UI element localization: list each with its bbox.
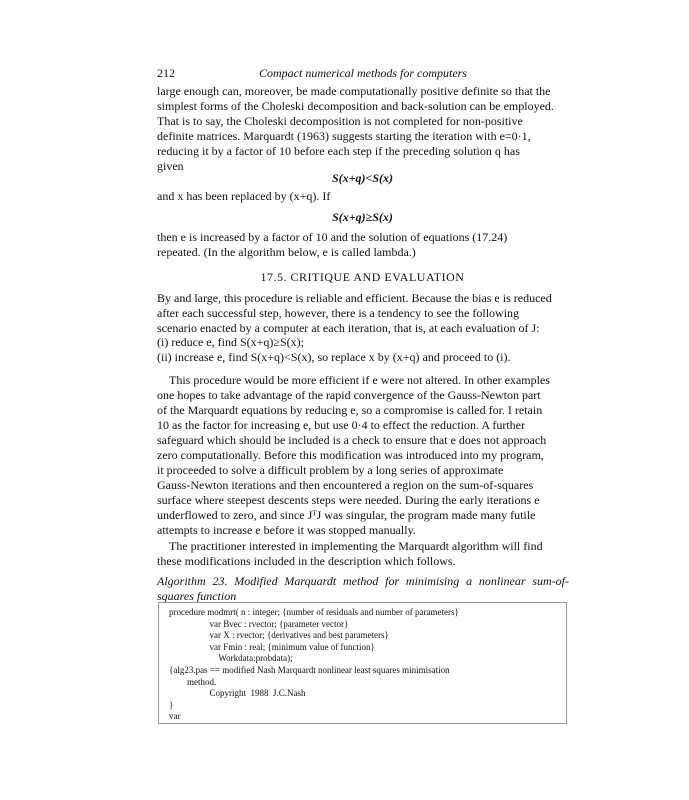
- paragraph-3: [157, 291, 568, 336]
- text-line: 10 as the factor for increasing e, but use 0·4 to effect the reduction. A further: [157, 418, 525, 432]
- paragraph-5: [157, 539, 568, 569]
- code-listing: [158, 602, 567, 724]
- paragraph-1: [157, 84, 568, 174]
- code-line: Copyright 1988 J.C.Nash: [169, 688, 306, 699]
- text-line: simplest forms of the Choleski decomposition and back-solution can be employed.: [157, 99, 554, 113]
- text-line: safeguard which should be included is a check to ensure that e does not approach: [157, 433, 547, 447]
- text-line: these modifications included in the description which follows.: [157, 554, 456, 568]
- text-line: one hopes to take advantage of the rapid convergence of the Gauss-Newton part: [157, 388, 541, 402]
- text-line: surface where steepest descents steps were needed. During the early iterations e: [157, 493, 540, 507]
- text-line: By and large, this procedure is reliable and efficient. Because the bias e is reduced: [157, 291, 552, 305]
- code-line: method.: [169, 676, 217, 687]
- text-line: large enough can, moreover, be made computationally positive definite so that the: [157, 84, 551, 98]
- equation-2: S(x+q)≥S(x): [332, 210, 393, 224]
- page-number: 212: [157, 66, 175, 80]
- text-line: attempts to increase e before it was stopped manually.: [157, 523, 416, 537]
- text-line: after each successful step, however, there is a tendency to see the following: [157, 306, 520, 320]
- code-line: procedure modmrt( n : integer; {number of residuals and number of parameters}: [169, 607, 459, 617]
- text-line: Gauss-Newton iterations and then encountered a region on the sum-of-squares: [157, 478, 534, 492]
- text-line: definite matrices. Marquardt (1963) suggests starting the iteration with e=0·1,: [157, 129, 531, 143]
- code-line: {alg23.pas == modified Nash Marquardt nonlinear least squares minimisation: [169, 664, 450, 675]
- paragraph-4: [157, 373, 568, 538]
- text-line: it proceeded to solve a difficult problem by a long series of approximate: [157, 463, 504, 477]
- text-line: given: [157, 159, 184, 173]
- code-line: Workdata:probdata);: [169, 653, 293, 664]
- list-item: (i) reduce e, find S(x+q)≥S(x);: [157, 335, 304, 349]
- text-line: then e is increased by a factor of 10 and the solution of equations (17.24): [157, 230, 508, 244]
- text-line: reducing it by a factor of 10 before each step if the preceding solution q has: [157, 144, 520, 158]
- text-line: That is to say, the Choleski decomposition is not completed for non-positive: [157, 114, 523, 128]
- paragraph-2: [157, 230, 568, 260]
- text-line: repeated. (In the algorithm below, e is called lambda.): [157, 245, 416, 259]
- section-heading: 17.5. CRITIQUE AND EVALUATION: [260, 270, 465, 284]
- list-item: (ii) increase e, find S(x+q)<S(x), so replace x by (x+q) and proceed to (i).: [157, 350, 511, 364]
- code-line: var Fmin : real; {minimum value of function}: [169, 641, 375, 652]
- text-line: of the Marquardt equations by reducing e, so a compromise is called for. I retain: [157, 403, 543, 417]
- text-line: scenario enacted by a computer at each iteration, that is, at each evaluation of J:: [157, 321, 540, 335]
- text-line: The practitioner interested in implementing the Marquardt algorithm will find: [169, 539, 543, 553]
- text-line: and x has been replaced by (x+q). If: [157, 189, 331, 203]
- text-line: zero computationally. Before this modification was introduced into my program,: [157, 448, 544, 462]
- running-title: Compact numerical methods for computers: [259, 66, 467, 80]
- equation-1: S(x+q)<S(x): [331, 171, 393, 185]
- text-line: This procedure would be more efficient if e were not altered. In other examples: [169, 373, 550, 387]
- code-line: var Bvec : rvector; {parameter vector}: [169, 618, 349, 629]
- code-line: var: [169, 711, 181, 722]
- iteration-list: [157, 335, 568, 365]
- text-line: underflowed to zero, and since JᵀJ was singular, the program made many futile: [157, 508, 536, 522]
- code-line: }: [169, 699, 174, 710]
- algorithm-caption: Algorithm 23. Modified Marquardt method for minimising a nonlinear sum-of-squares function: [157, 574, 569, 603]
- code-line: var X : rvector; {derivatives and best parameters}: [169, 630, 389, 641]
